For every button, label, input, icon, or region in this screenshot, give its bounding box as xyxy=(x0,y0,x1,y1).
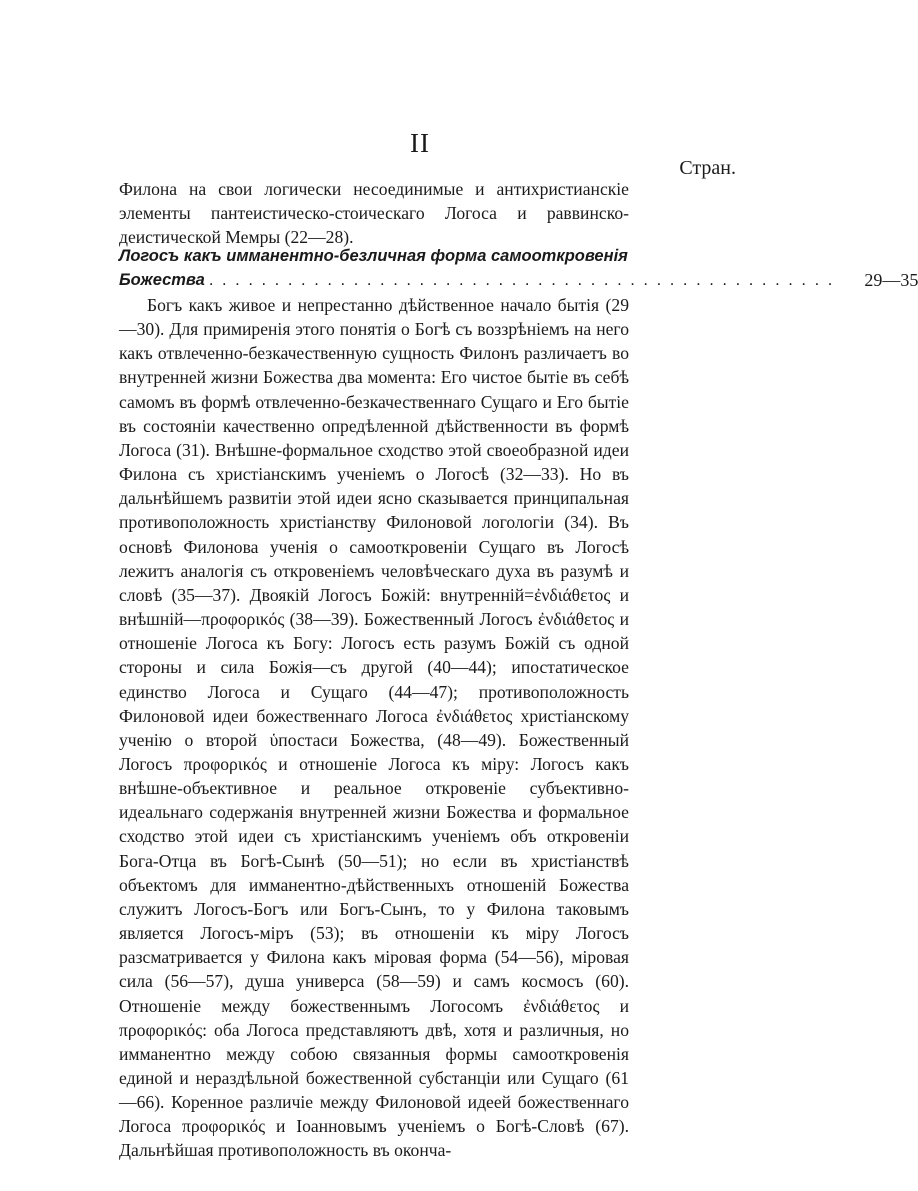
section-heading xyxy=(119,244,918,292)
section-heading-line2 xyxy=(119,268,918,292)
page-folio: II xyxy=(410,128,430,158)
intro-paragraph xyxy=(119,177,629,250)
section-body-paragraph: Богъ какъ живое и непрестанно дѣйственное начало бытія (29—30). Для примиренія этого понятія о Богѣ съ воззрѣніемъ на него какъ отвлеченно-безкачественную сущность Филонъ различаетъ во внутренней жизни Божества два момента: Его чистое бытіе въ себѣ самомъ въ формѣ отвлеченно-безкачественнаго Сущаго и Его бытіе въ состояніи качественно опредѣленной дѣйственности въ формѣ Логоса (31). Внѣшне-формальное сходство этой своеобразной идеи Филона съ христіанскимъ ученіемъ о Логосѣ (32—33). Но въ дальнѣйшемъ развитіи этой идеи ясно сказывается принципальная противоположность христіанству Филоновой логологіи (34). Въ основѣ Филонова ученія о самооткровеніи Сущаго въ Логосѣ лежитъ аналогія съ откровеніемъ человѣческаго духа въ разумѣ и словѣ (35—37). Двоякій Логосъ Божій: внутренній=ἐνδιάθετος и внѣшній—προφορικός (38—39). Божественный Логосъ ἐνδιάθετος и отношеніе Логоса къ Богу: Логосъ есть разумъ Божій съ одной стороны и сила Божія—съ другой (40—44); ипостатическое единство Логоса и Сущаго (44—47); противоположность Филоновой идеи божественнаго Логоса ἐνδιάθετος христіанскому ученію о второй ὑпостаси Божества, (48—49). Божественный Логосъ προφορικός и отношеніе Логоса къ міру: Логосъ какъ внѣшне-объективное и реальное откровеніе субъективно-идеальнаго содержанія внутренней жизни Божества и формальное сходство этой идеи съ христіанскимъ ученіемъ объ откровеніи Бога-Отца въ Богѣ-Сынѣ (50—51); но если въ христіанствѣ объектомъ для имманентно-дѣйственныхъ отношеній Божества служитъ Логосъ-Богъ или Богъ-Сынъ, то у Филона таковымъ является Логосъ-міръ (53); въ отношеніи къ міру Логосъ разсматривается у Филона какъ міровая форма (54—56), міровая сила (56—57), душа универса (58—59) и самъ космосъ (60). Отношеніе между божественнымъ Логосомъ ἐνδιάθετος и προφορικός: оба Логоса представляютъ двѣ, хотя и различныя, но имманентно между собою связанныя формы самооткровенія единой и нераздѣльной божественной субстанціи или Сущаго (61—66). Коренное различіе между Филоновой идеей божественнаго Логоса προφορικός и Іоанновымъ ученіемъ о Богѣ-Словѣ (67). Дальнѣйшая противоположность въ оконча- xyxy=(119,295,629,1161)
section-page-range: 29—35 xyxy=(864,270,918,290)
section-heading-word: Божества xyxy=(119,271,205,289)
column-header-pages: Стран. xyxy=(679,157,736,179)
intro-paragraph-text: Филона на свои логически несоединимые и антихристианскіе элементы пантеистическо-стоическаго Логоса и раввинско-деистической Мемры (22—28). xyxy=(119,179,629,248)
section-heading-line1: Логосъ какъ имманентно-безличная форма самооткровенія xyxy=(119,247,628,265)
dot-leader: . . . . . . . . . . . . . . . . . . . . . . . . . . . . . . . . . . . . . . . . . . . . . . . . xyxy=(208,271,835,289)
